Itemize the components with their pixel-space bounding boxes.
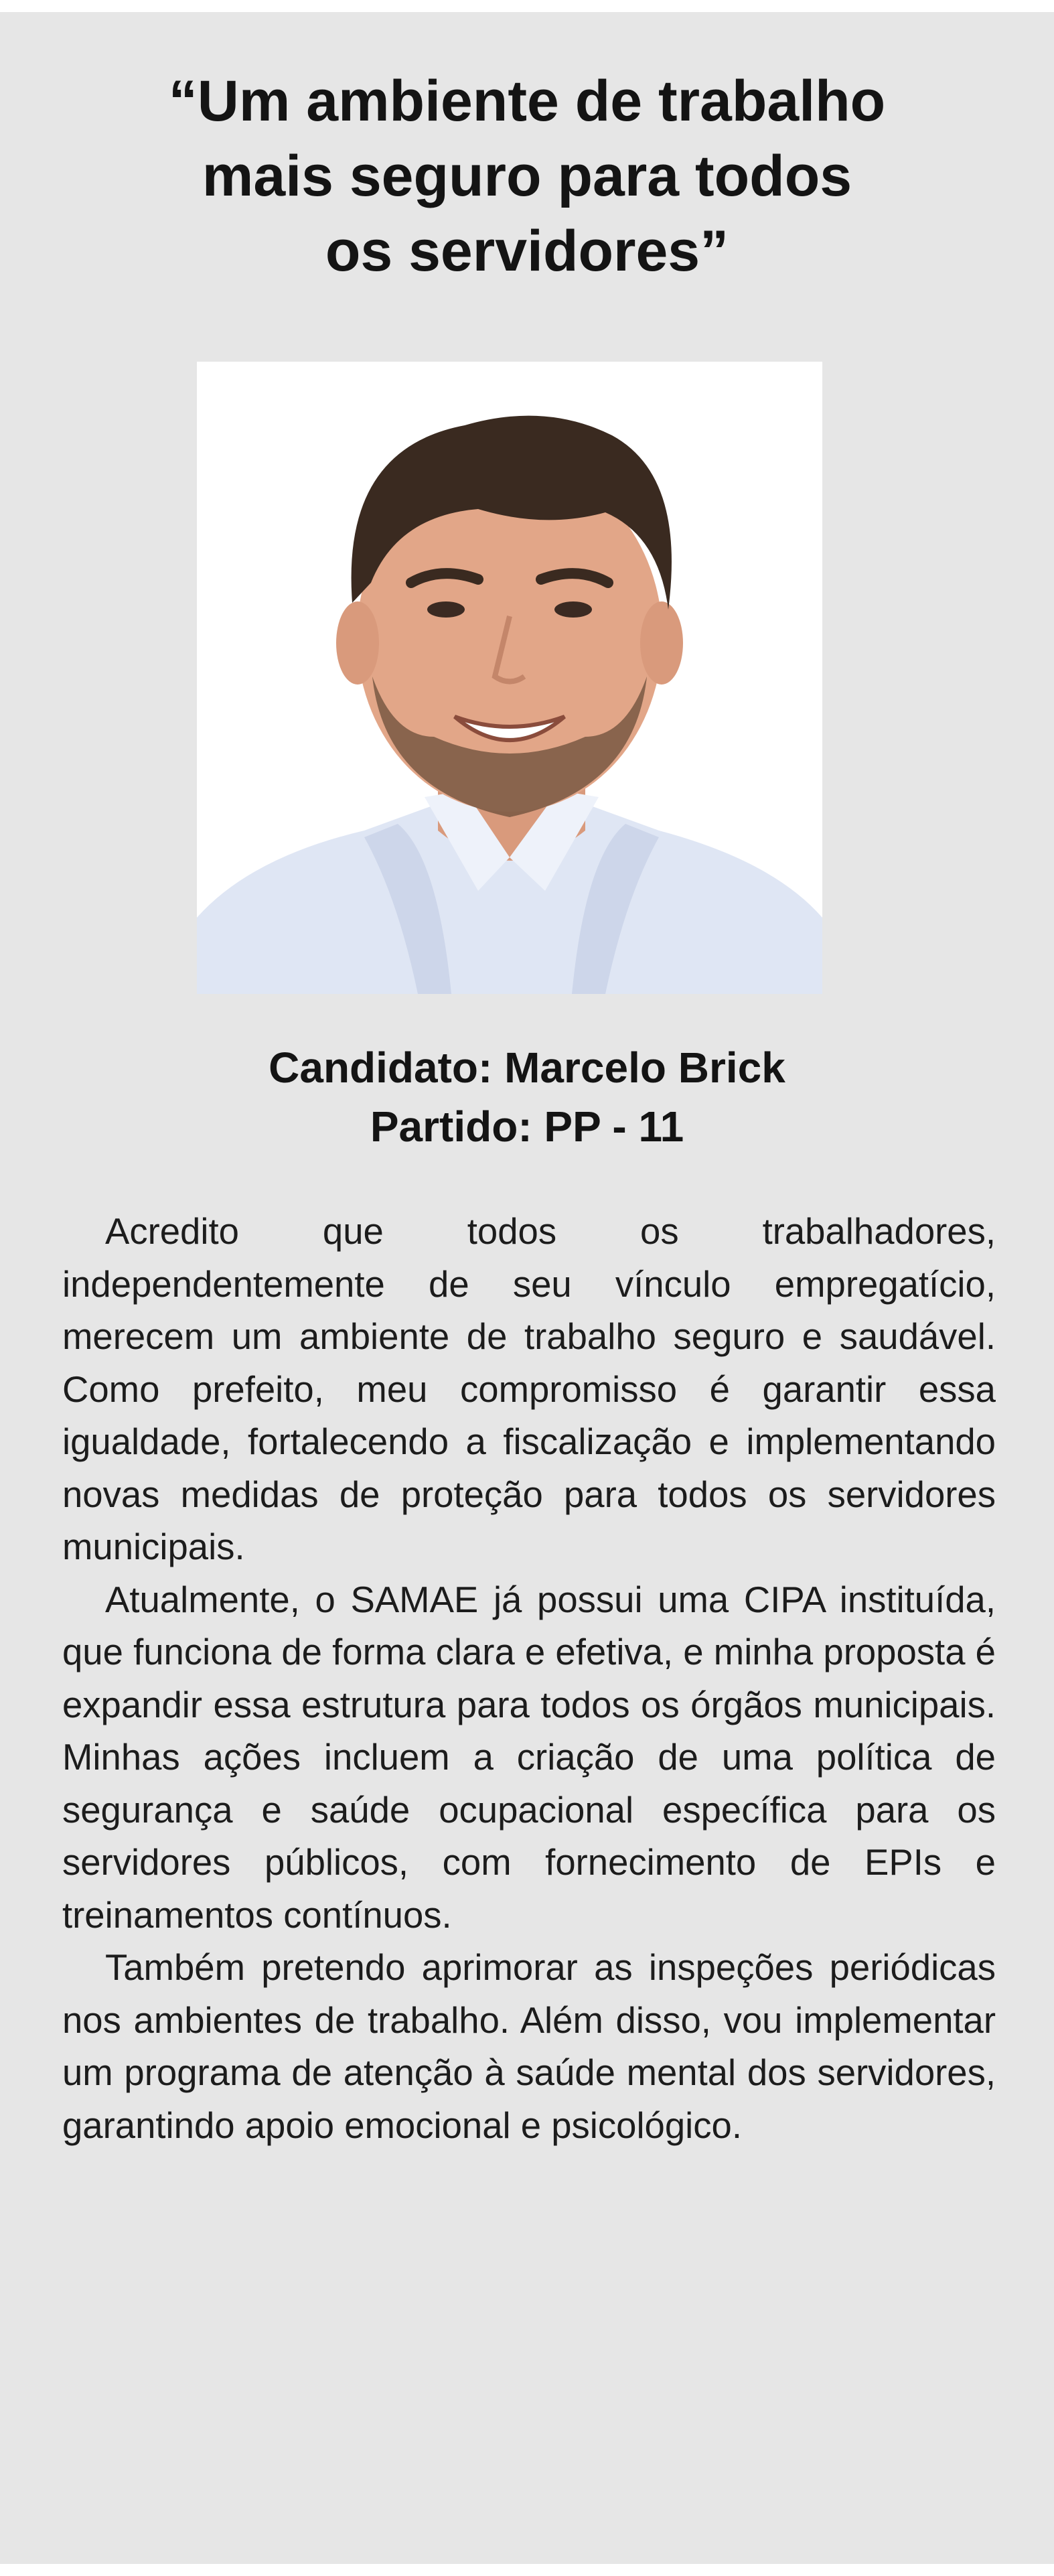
headline: [0, 64, 1054, 289]
candidate-name: Candidato: Marcelo Brick: [269, 1044, 785, 1092]
body-paragraph-1: Acredito que todos os trabalhadores, independentemente de seu vínculo empregatício, merecem um ambiente de trabalho seguro e saudável. Como prefeito, meu compromisso é garantir essa igualdade, fortalecendo a fiscalização e implementando novas medidas de proteção para todos os servidores municipais.: [62, 1211, 996, 1567]
candidate-photo: [197, 362, 822, 994]
headline-line-2: mais seguro para todos: [202, 144, 852, 208]
article-body: [62, 1206, 996, 2152]
headline-line-3: os servidores”: [325, 219, 729, 283]
candidate-party: Partido: PP - 11: [370, 1102, 684, 1151]
body-paragraph-2: Atualmente, o SAMAE já possui uma CIPA instituída, que funciona de forma clara e efetiva, e minha proposta é expandir essa estrutura para todos os órgãos municipais. Minhas ações incluem a criação de uma política de segurança e saúde ocupacional específica para os servidores públicos, com fornecimento de EPIs e treinamentos contínuos.: [62, 1579, 996, 1936]
candidate-info: [0, 1038, 1054, 1156]
body-paragraph-3: Também pretendo aprimorar as inspeções periódicas nos ambientes de trabalho. Além disso, vou implementar um programa de atenção à saúde mental dos servidores, garantindo apoio emocional e psicológico.: [62, 1947, 996, 2146]
candidate-portrait-icon: [197, 362, 822, 994]
headline-line-1: “Um ambiente de trabalho: [168, 69, 886, 133]
